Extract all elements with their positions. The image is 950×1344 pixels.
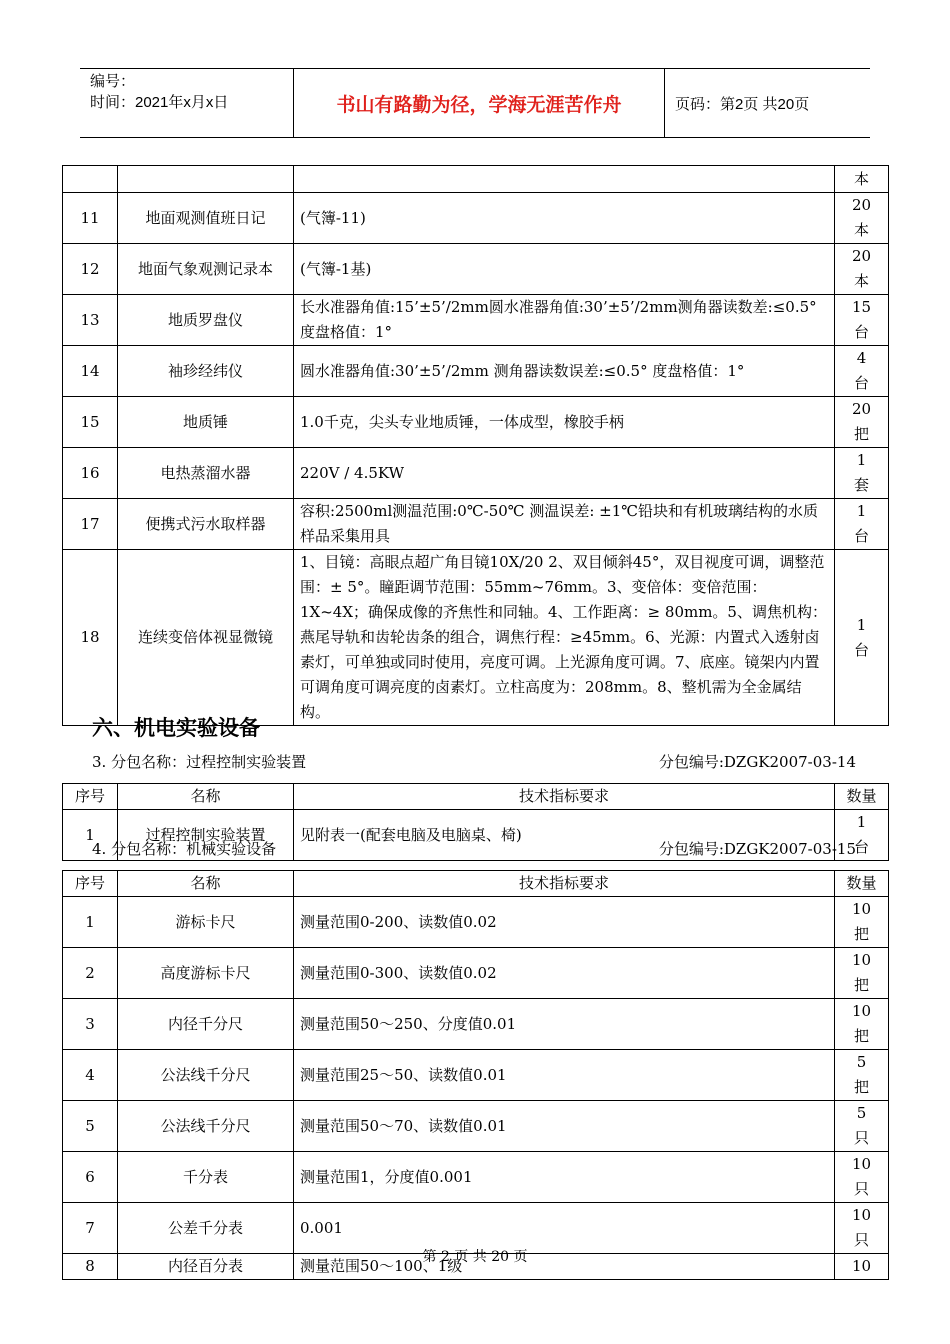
package-4-line: [92, 838, 856, 859]
table-row: [63, 448, 889, 499]
item-spec: 测量范围0-200、读数值0.02: [294, 897, 835, 948]
item-quantity: [835, 448, 889, 499]
quantity-text: 1台: [853, 813, 869, 856]
item-name: 公法线千分尺: [118, 1050, 294, 1101]
quantity-text: 10只: [851, 1206, 872, 1249]
item-name: 内径千分尺: [118, 999, 294, 1050]
table-row: [63, 166, 889, 193]
row-number: 11: [63, 193, 118, 244]
quantity-text: 10: [851, 1257, 872, 1275]
row-number: 15: [63, 397, 118, 448]
item-name: 公差千分表: [118, 1203, 294, 1254]
row-number: 18: [63, 550, 118, 726]
item-spec: [294, 166, 835, 193]
quantity-text: 本: [853, 169, 869, 188]
row-number: 2: [63, 948, 118, 999]
table-row: [63, 1101, 889, 1152]
item-spec: 见附表一(配套电脑及电脑桌、椅): [294, 810, 835, 861]
package-4-name: 4. 分包名称：机械实验设备: [92, 840, 277, 858]
item-name: 内径百分表: [118, 1254, 294, 1280]
row-number: 8: [63, 1254, 118, 1280]
table-row: [63, 897, 889, 948]
item-quantity: [835, 550, 889, 726]
page-footer: 第 2 页 共 20 页: [422, 1249, 528, 1265]
item-quantity: [835, 1101, 889, 1152]
row-number: 6: [63, 1152, 118, 1203]
table-row: [63, 244, 889, 295]
row-number: 14: [63, 346, 118, 397]
section-title: 六、机电实验设备: [92, 716, 260, 740]
row-number: 3: [63, 999, 118, 1050]
table-row: [63, 550, 889, 726]
quantity-text: 10把: [851, 1002, 872, 1045]
row-number: 7: [63, 1203, 118, 1254]
item-spec: 测量范围1，分度值0.001: [294, 1152, 835, 1203]
quantity-text: 10把: [851, 900, 872, 943]
header-no: 序号: [63, 784, 118, 810]
item-name: 袖珍经纬仪: [118, 346, 294, 397]
document-number-label: 编号：: [90, 73, 136, 90]
package-3-name: 3. 分包名称：过程控制实验装置: [92, 753, 307, 771]
table-row: [63, 397, 889, 448]
document-date: 时间：2021年x月x日: [90, 94, 229, 111]
header-spec: 技术指标要求: [294, 784, 835, 810]
row-number: 5: [63, 1101, 118, 1152]
table-row: [63, 193, 889, 244]
item-quantity: [835, 948, 889, 999]
item-name: 游标卡尺: [118, 897, 294, 948]
item-name: 连续变倍体视显微镜: [118, 550, 294, 726]
header-page-code: 页码：第2页 共20页: [675, 95, 810, 113]
quantity-text: 10把: [851, 951, 872, 994]
quantity-text: 20本: [851, 247, 872, 290]
item-spec: (气簿-11): [294, 193, 835, 244]
header-meta: [80, 69, 294, 137]
table-row: [63, 1152, 889, 1203]
item-quantity: [835, 499, 889, 550]
quantity-text: 5把: [853, 1053, 869, 1096]
table-row: [63, 499, 889, 550]
item-quantity: [835, 999, 889, 1050]
table-row: [63, 948, 889, 999]
row-number: 1: [63, 810, 118, 861]
item-spec: 1、目镜：高眼点超广角目镜10X/20 2、双目倾斜45°，双目视度可调，调整范围：± 5°。瞳距调节范围：55mm~76mm。3、变倍体：变倍范围：1X~4X；确保成像的齐焦性和同轴。4、工作距离：≥ 80mm。5、调焦机构：燕尾导轨和齿轮齿条的组合，调焦行程：≥45mm。6、光源：内置式入透射卤素灯，可单独或同时使用，亮度可调。上光源角度可调。7、底座。镜架内内置可调角度可调亮度的卤素灯。立柱高度为：208mm。8、整机需为全金属结构。: [294, 550, 835, 726]
mechanical-equipment-table: [62, 870, 889, 1280]
item-quantity: [835, 193, 889, 244]
quantity-text: 20本: [851, 196, 872, 239]
table-row: [63, 295, 889, 346]
table-header-row: [63, 871, 889, 897]
item-name: 千分表: [118, 1152, 294, 1203]
item-name: [118, 166, 294, 193]
item-spec: 测量范围50～250、分度值0.01: [294, 999, 835, 1050]
row-number: 12: [63, 244, 118, 295]
item-name: 地质锤: [118, 397, 294, 448]
item-name: 公法线千分尺: [118, 1101, 294, 1152]
item-quantity: [835, 897, 889, 948]
quantity-text: 20把: [851, 400, 872, 443]
row-number: 1: [63, 897, 118, 948]
item-quantity: [835, 1152, 889, 1203]
item-name: 地面气象观测记录本: [118, 244, 294, 295]
quantity-text: 15台: [851, 298, 872, 341]
item-name: 地面观测值班日记: [118, 193, 294, 244]
item-quantity: [835, 397, 889, 448]
table-row: [63, 346, 889, 397]
package-4-code: 分包编号:DZGK2007-03-15: [658, 840, 856, 858]
table-row: [63, 1050, 889, 1101]
header-no: 序号: [63, 871, 118, 897]
row-number: 4: [63, 1050, 118, 1101]
item-quantity: [835, 1050, 889, 1101]
item-quantity: [835, 295, 889, 346]
header-qty: 数量: [835, 784, 889, 810]
item-name: 电热蒸溜水器: [118, 448, 294, 499]
item-spec: 测量范围50～100、1级: [294, 1254, 835, 1280]
header-name: 名称: [118, 871, 294, 897]
item-name: 过程控制实验装置: [118, 810, 294, 861]
item-spec: 测量范围0-300、读数值0.02: [294, 948, 835, 999]
quantity-text: 4台: [853, 349, 869, 392]
item-spec: 圆水准器角值:30’±5’/2mm 测角器读数误差:≤0.5° 度盘格值：1°: [294, 346, 835, 397]
package-3-code: 分包编号:DZGK2007-03-14: [658, 753, 856, 771]
header-motto: 书山有路勤为径，学海无涯苦作舟: [294, 69, 665, 137]
package-3-line: [92, 751, 856, 772]
header-name: 名称: [118, 784, 294, 810]
item-spec: 0.001: [294, 1203, 835, 1254]
quantity-text: 1台: [853, 615, 869, 659]
item-spec: 测量范围25～50、读数值0.01: [294, 1050, 835, 1101]
table-header-row: [63, 784, 889, 810]
row-number: 17: [63, 499, 118, 550]
row-number: 16: [63, 448, 118, 499]
header-qty: 数量: [835, 871, 889, 897]
item-spec: 1.0千克，尖头专业地质锤，一体成型，橡胶手柄: [294, 397, 835, 448]
item-name: 便携式污水取样器: [118, 499, 294, 550]
quantity-text: 1套: [853, 451, 869, 494]
quantity-text: 1台: [853, 502, 869, 545]
item-quantity: [835, 166, 889, 193]
item-name: 地质罗盘仪: [118, 295, 294, 346]
table-row: [63, 999, 889, 1050]
quantity-text: 10只: [851, 1155, 872, 1198]
item-spec: 220V / 4.5KW: [294, 448, 835, 499]
equipment-table-1: [62, 165, 889, 726]
row-number: 13: [63, 295, 118, 346]
quantity-text: 5只: [853, 1104, 869, 1147]
item-name: 高度游标卡尺: [118, 948, 294, 999]
item-spec: 容积:2500ml测温范围:0℃-50℃ 测温误差: ±1℃铅块和有机玻璃结构的水质样品采集用具: [294, 499, 835, 550]
header-spec: 技术指标要求: [294, 871, 835, 897]
item-spec: 长水准器角值:15’±5’/2mm圆水准器角值:30’±5’/2mm测角器读数差:≤0.5° 度盘格值：1°: [294, 295, 835, 346]
item-quantity: [835, 244, 889, 295]
item-spec: (气簿-1基): [294, 244, 835, 295]
page-header: [80, 68, 870, 138]
item-spec: 测量范围50～70、读数值0.01: [294, 1101, 835, 1152]
row-number: [63, 166, 118, 193]
item-quantity: [835, 346, 889, 397]
